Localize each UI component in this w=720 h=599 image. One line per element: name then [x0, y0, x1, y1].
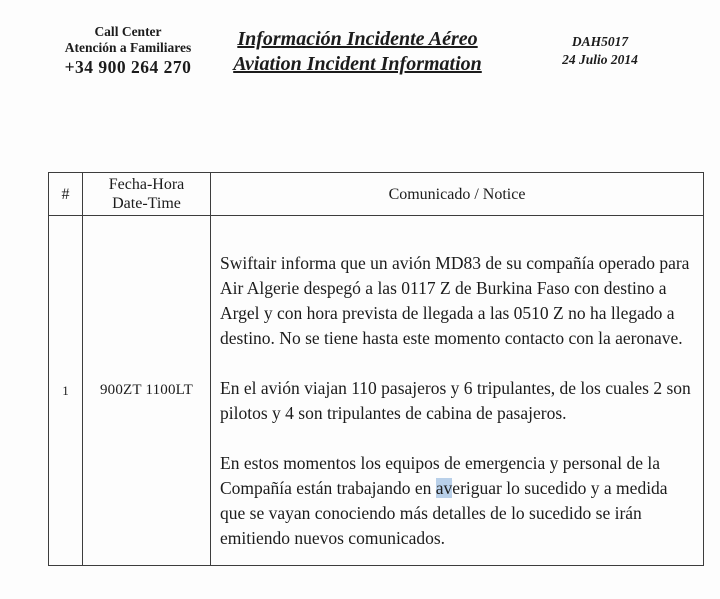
document-title: [205, 27, 510, 77]
call-center-label: Call Center: [94, 24, 162, 39]
flight-code: DAH5017: [571, 34, 629, 49]
notice-paragraph-3-post: eriguar lo sucedido y a medida que se vayan conociendo más detalles de lo sucedido se irán emitiendo nuevos comunicados.: [220, 478, 668, 548]
notice-table: [48, 172, 704, 566]
column-header-datetime-es: Fecha-Hora: [108, 176, 185, 193]
column-header-number-label: #: [61, 185, 70, 203]
column-header-notice-label: Comunicado / Notice: [388, 185, 526, 203]
document-title-es: Información Incidente Aéreo: [237, 28, 478, 50]
notice-table-body: [49, 216, 704, 566]
notice-paragraph-2: En el avión viajan 110 pasajeros y 6 tripulantes, de los cuales 2 son pilotos y 4 son tripulantes de cabina de pasajeros.: [220, 378, 691, 423]
column-header-number: [49, 173, 83, 216]
notice-paragraph-3: [220, 451, 691, 551]
flight-info-block: [520, 33, 680, 69]
call-center-sublabel: Atención a Familiares: [64, 40, 192, 55]
row-notice-cell: [211, 216, 704, 566]
row-number: 1: [62, 382, 69, 398]
row-datetime-cell: [83, 216, 211, 566]
text-selection-highlight: av: [435, 478, 453, 498]
column-header-notice: [211, 173, 704, 216]
notice-paragraph-3-pre: En estos momentos los equipos de emergencia y personal de la Compañía están trabajando en: [220, 453, 660, 498]
row-number-cell: [49, 216, 83, 566]
notice-table-header: [49, 173, 704, 216]
table-row: [49, 216, 704, 566]
incident-date: 24 Julio 2014: [562, 52, 638, 67]
row-datetime: 900ZT 1100LT: [99, 382, 194, 398]
document-title-en: Aviation Incident Information: [233, 53, 482, 75]
notice-paragraph-1: Swiftair informa que un avión MD83 de su compañía operado para Air Algerie despegó a las 0117 Z de Burkina Faso con destino a Argel y con hora prevista de llegada a las 0510 Z no ha llegado a destino. No se tiene hasta este momento contacto con la aeronave.: [220, 253, 690, 348]
column-header-datetime: [83, 173, 211, 216]
column-header-datetime-en: Date-Time: [112, 195, 181, 212]
call-center-block: [38, 24, 218, 78]
header-row: [49, 173, 704, 216]
call-center-phone: +34 900 264 270: [64, 57, 192, 77]
